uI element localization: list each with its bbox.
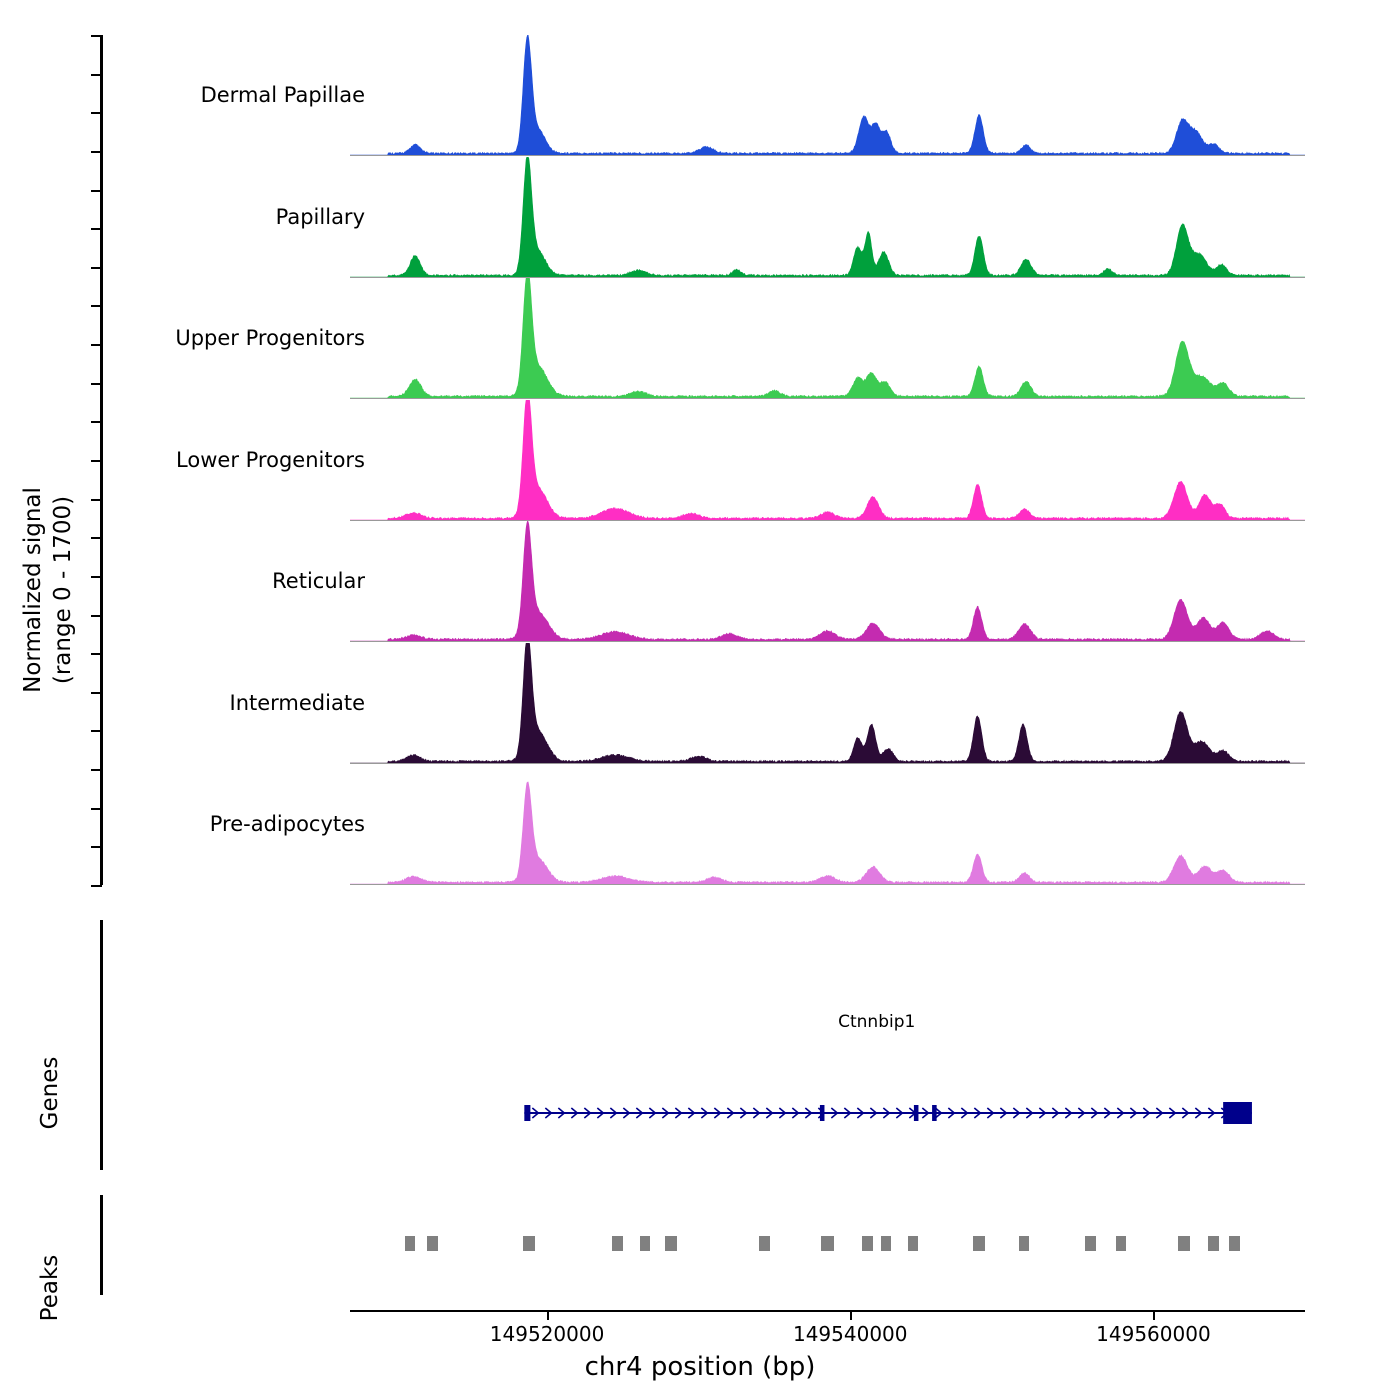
peak-marker bbox=[759, 1236, 770, 1251]
signal-track-pre-adipocytes bbox=[350, 764, 1305, 884]
y-axis-label-signal-line2: (range 0 - 1700) bbox=[50, 495, 76, 685]
signal-axis-tick bbox=[91, 576, 102, 578]
signal-axis-tick bbox=[91, 383, 102, 385]
track-label-dermal-papillae: Dermal Papillae bbox=[200, 83, 365, 107]
x-axis-label: chr4 position (bp) bbox=[584, 1352, 816, 1382]
track-label-upper-progenitors: Upper Progenitors bbox=[175, 326, 365, 350]
track-label-pre-adipocytes: Pre-adipocytes bbox=[209, 812, 365, 836]
signal-axis-tick bbox=[91, 730, 102, 732]
signal-axis-tick bbox=[91, 769, 102, 771]
signal-track-lower-progenitors bbox=[350, 400, 1305, 520]
signal-axis-tick bbox=[91, 537, 102, 539]
signal-axis-tick bbox=[91, 228, 102, 230]
signal-axis-tick bbox=[91, 35, 102, 37]
signal-axis-tick bbox=[91, 846, 102, 848]
peak-marker bbox=[1019, 1236, 1030, 1251]
x-axis-tick-label: 149540000 bbox=[792, 1322, 908, 1346]
peak-marker bbox=[1085, 1236, 1096, 1251]
genes-label-text: Genes bbox=[37, 1056, 63, 1130]
peak-marker bbox=[427, 1236, 438, 1251]
peaks-label-text: Peaks bbox=[37, 1254, 63, 1322]
x-axis-line bbox=[350, 1310, 1305, 1312]
signal-track-intermediate bbox=[350, 643, 1305, 763]
signal-axis-tick bbox=[91, 112, 102, 114]
peak-marker bbox=[612, 1236, 623, 1251]
track-baseline bbox=[350, 884, 1305, 885]
peak-marker bbox=[973, 1236, 985, 1251]
signal-axis-tick bbox=[91, 305, 102, 307]
signal-axis-tick bbox=[91, 499, 102, 501]
peak-marker bbox=[1116, 1236, 1127, 1251]
signal-axis-tick bbox=[91, 808, 102, 810]
signal-axis-tick bbox=[91, 421, 102, 423]
x-axis-tick-label: 149520000 bbox=[489, 1322, 605, 1346]
peak-marker bbox=[1229, 1236, 1240, 1251]
signal-axis-tick bbox=[91, 267, 102, 269]
y-axis-label-signal-line1: Normalized signal bbox=[20, 487, 46, 693]
signal-track-dermal-papillae bbox=[350, 35, 1305, 155]
x-axis-tick-label: 149560000 bbox=[1096, 1322, 1211, 1346]
signal-axis-tick bbox=[91, 615, 102, 617]
peak-marker bbox=[1178, 1236, 1190, 1251]
peak-marker bbox=[881, 1236, 892, 1251]
track-label-papillary: Papillary bbox=[275, 204, 365, 229]
gene-name-label: Ctnnbip1 bbox=[838, 1012, 916, 1032]
x-axis-tick bbox=[547, 1312, 549, 1320]
signal-axis-tick bbox=[91, 190, 102, 192]
signal-track-upper-progenitors bbox=[350, 278, 1305, 398]
peak-marker bbox=[821, 1236, 833, 1251]
peak-marker bbox=[640, 1236, 651, 1251]
signal-axis-tick bbox=[91, 692, 102, 694]
x-axis-tick bbox=[1153, 1312, 1155, 1320]
peak-marker bbox=[405, 1236, 416, 1251]
signal-axis-tick bbox=[91, 460, 102, 462]
peak-marker bbox=[523, 1236, 535, 1251]
signal-axis-tick bbox=[91, 74, 102, 76]
peak-marker bbox=[665, 1236, 677, 1251]
gene-model-svg bbox=[0, 1083, 1400, 1143]
signal-track-papillary bbox=[350, 157, 1305, 277]
peak-marker bbox=[908, 1236, 919, 1251]
x-axis-tick bbox=[850, 1312, 852, 1320]
signal-axis-tick bbox=[91, 653, 102, 655]
signal-track-reticular bbox=[350, 521, 1305, 641]
peak-marker bbox=[1208, 1236, 1219, 1251]
signal-axis-tick bbox=[91, 344, 102, 346]
track-label-lower-progenitors: Lower Progenitors bbox=[176, 447, 365, 472]
signal-axis-tick bbox=[91, 151, 102, 153]
signal-axis-tick bbox=[91, 885, 102, 887]
peak-marker bbox=[862, 1236, 873, 1251]
track-label-reticular: Reticular bbox=[272, 569, 365, 593]
peaks-axis-spine bbox=[100, 1195, 103, 1295]
track-label-intermediate: Intermediate bbox=[229, 690, 365, 715]
